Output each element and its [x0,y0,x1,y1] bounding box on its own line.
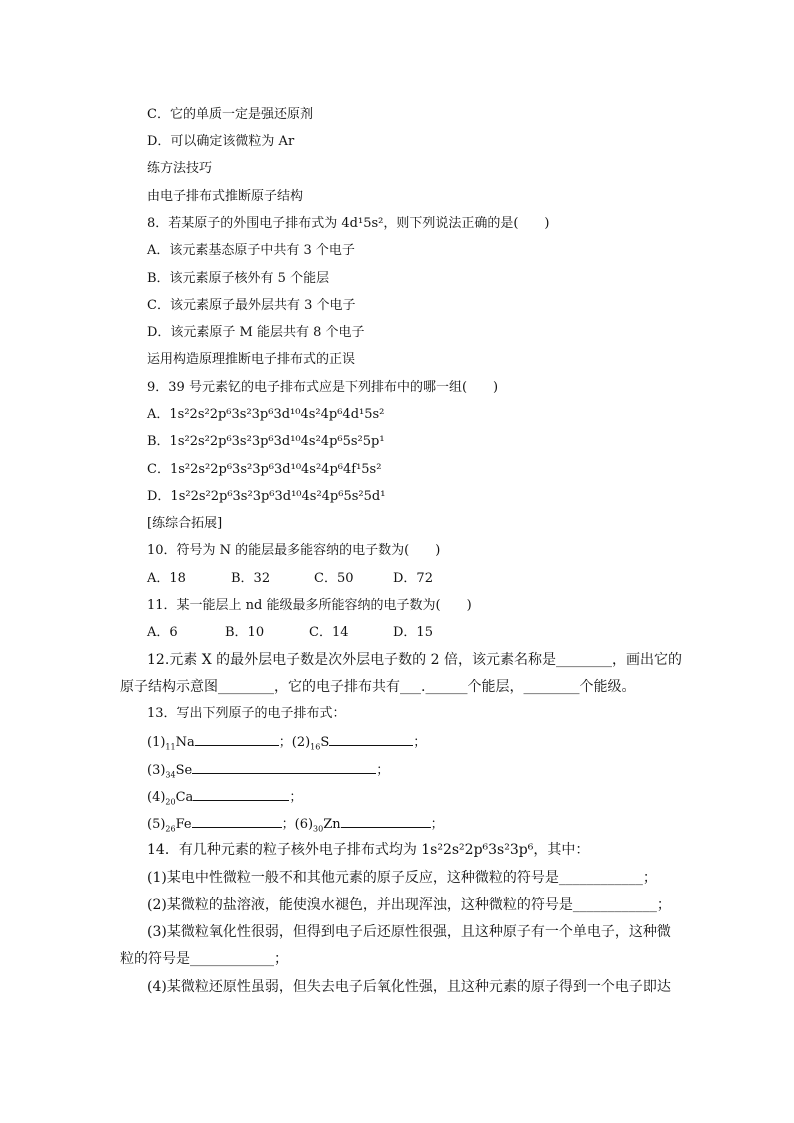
q8-option-d: D．该元素原子 M 能层共有 8 个电子 [147,325,365,340]
q9-option-d: D．1s²2s²2p⁶3s²3p⁶3d¹⁰4s²4p⁶5s²5d¹ [147,489,386,504]
q10-option-c: C．50 [314,571,354,586]
q13-row-1: $(1)_{11}Na$ ；$(2)_{16}S$ ； [147,735,427,752]
option-c-line: C．它的单质一定是强还原剂 [147,107,313,122]
q11-option-b: B．10 [225,625,265,640]
q10-option-d: D．72 [393,571,433,586]
q8-option-a: A．该元素基态原子中共有 3 个电子 [147,243,355,258]
subsection-heading: 由电子排布式推断原子结构 [147,189,304,204]
q9-option-b: B．1s²2s²2p⁶3s²3p⁶3d¹⁰4s²4p⁶5s²5p¹ [147,434,385,449]
answer-blank[interactable] [341,815,431,828]
q11-option-c: C．14 [309,625,349,640]
answer-blank[interactable] [192,761,376,774]
answer-blank[interactable] [192,815,282,828]
question-14: 14．有几种元素的粒子核外电子排布式均为 1s²2s²2p⁶3s²3p⁶，其中： [147,842,590,858]
q11-option-a: A．6 [147,625,178,640]
q11-option-d: D．15 [393,625,433,640]
q13-row-2: $(3)_{34}Se$ ； [147,763,390,780]
q14-part-1: (1)某电中性微粒一般不和其他元素的原子反应，这种微粒的符号是____________； [147,870,657,886]
question-10: 10．符号为 N 的能层最多能容纳的电子数为( ) [147,543,441,558]
question-12: 12.元素 X 的最外层电子数是次外层电子数的 2 倍，该元素名称是________，画出它的 [147,652,682,668]
answer-blank[interactable] [195,733,279,746]
q8-option-c: C．该元素原子最外层共有 3 个电子 [147,298,356,313]
question-13: 13．写出下列原子的电子排布式： [147,706,346,721]
answer-blank[interactable] [329,733,413,746]
q9-option-c: C．1s²2s²2p⁶3s²3p⁶3d¹⁰4s²4p⁶4f¹5s² [147,462,382,477]
q10-option-b: B．32 [231,571,271,586]
question-8: 8．若某原子的外围电子排布式为 4d¹5s²，则下列说法正确的是( ) [147,216,550,231]
question-12-continued: 原子结构示意图________，它的电子排布共有___.______个能层，________个能级。 [120,679,636,695]
question-9: 9．39 号元素钇的电子排布式应是下列排布中的哪一组( ) [147,380,499,395]
section-heading: 练方法技巧 [147,161,213,176]
option-d-line: D．可以确定该微粒为 Ar [147,134,295,149]
answer-blank[interactable] [193,788,289,801]
q14-part-3: (3)某微粒氧化性很弱，但得到电子后还原性很强，且这种原子有一个单电子，这种微 [147,924,671,940]
q14-part-2: (2)某微粒的盐溶液，能使溴水褪色，并出现浑浊，这种微粒的符号是____________； [147,897,671,913]
section-heading: [练综合拓展] [147,516,223,531]
question-11: 11．某一能层上 nd 能级最多所能容纳的电子数为( ) [147,598,472,613]
q13-row-3: $(4)_{20}Ca$ ； [147,790,303,807]
subsection-heading: 运用构造原理推断电子排布式的正误 [147,352,356,367]
q14-part-4: (4)某微粒还原性虽弱，但失去电子后氧化性强，且这种元素的原子得到一个电子即达 [147,979,671,995]
q13-row-4: $(5)_{26}Fe$ ；$(6)_{30}Zn$ ； [147,817,444,834]
q9-option-a: A．1s²2s²2p⁶3s²3p⁶3d¹⁰4s²4p⁶4d¹5s² [147,407,385,422]
q8-option-b: B．该元素原子核外有 5 个能层 [147,271,330,286]
q14-part-3-continued: 粒的符号是____________； [120,951,288,967]
q10-option-a: A．18 [147,571,186,586]
